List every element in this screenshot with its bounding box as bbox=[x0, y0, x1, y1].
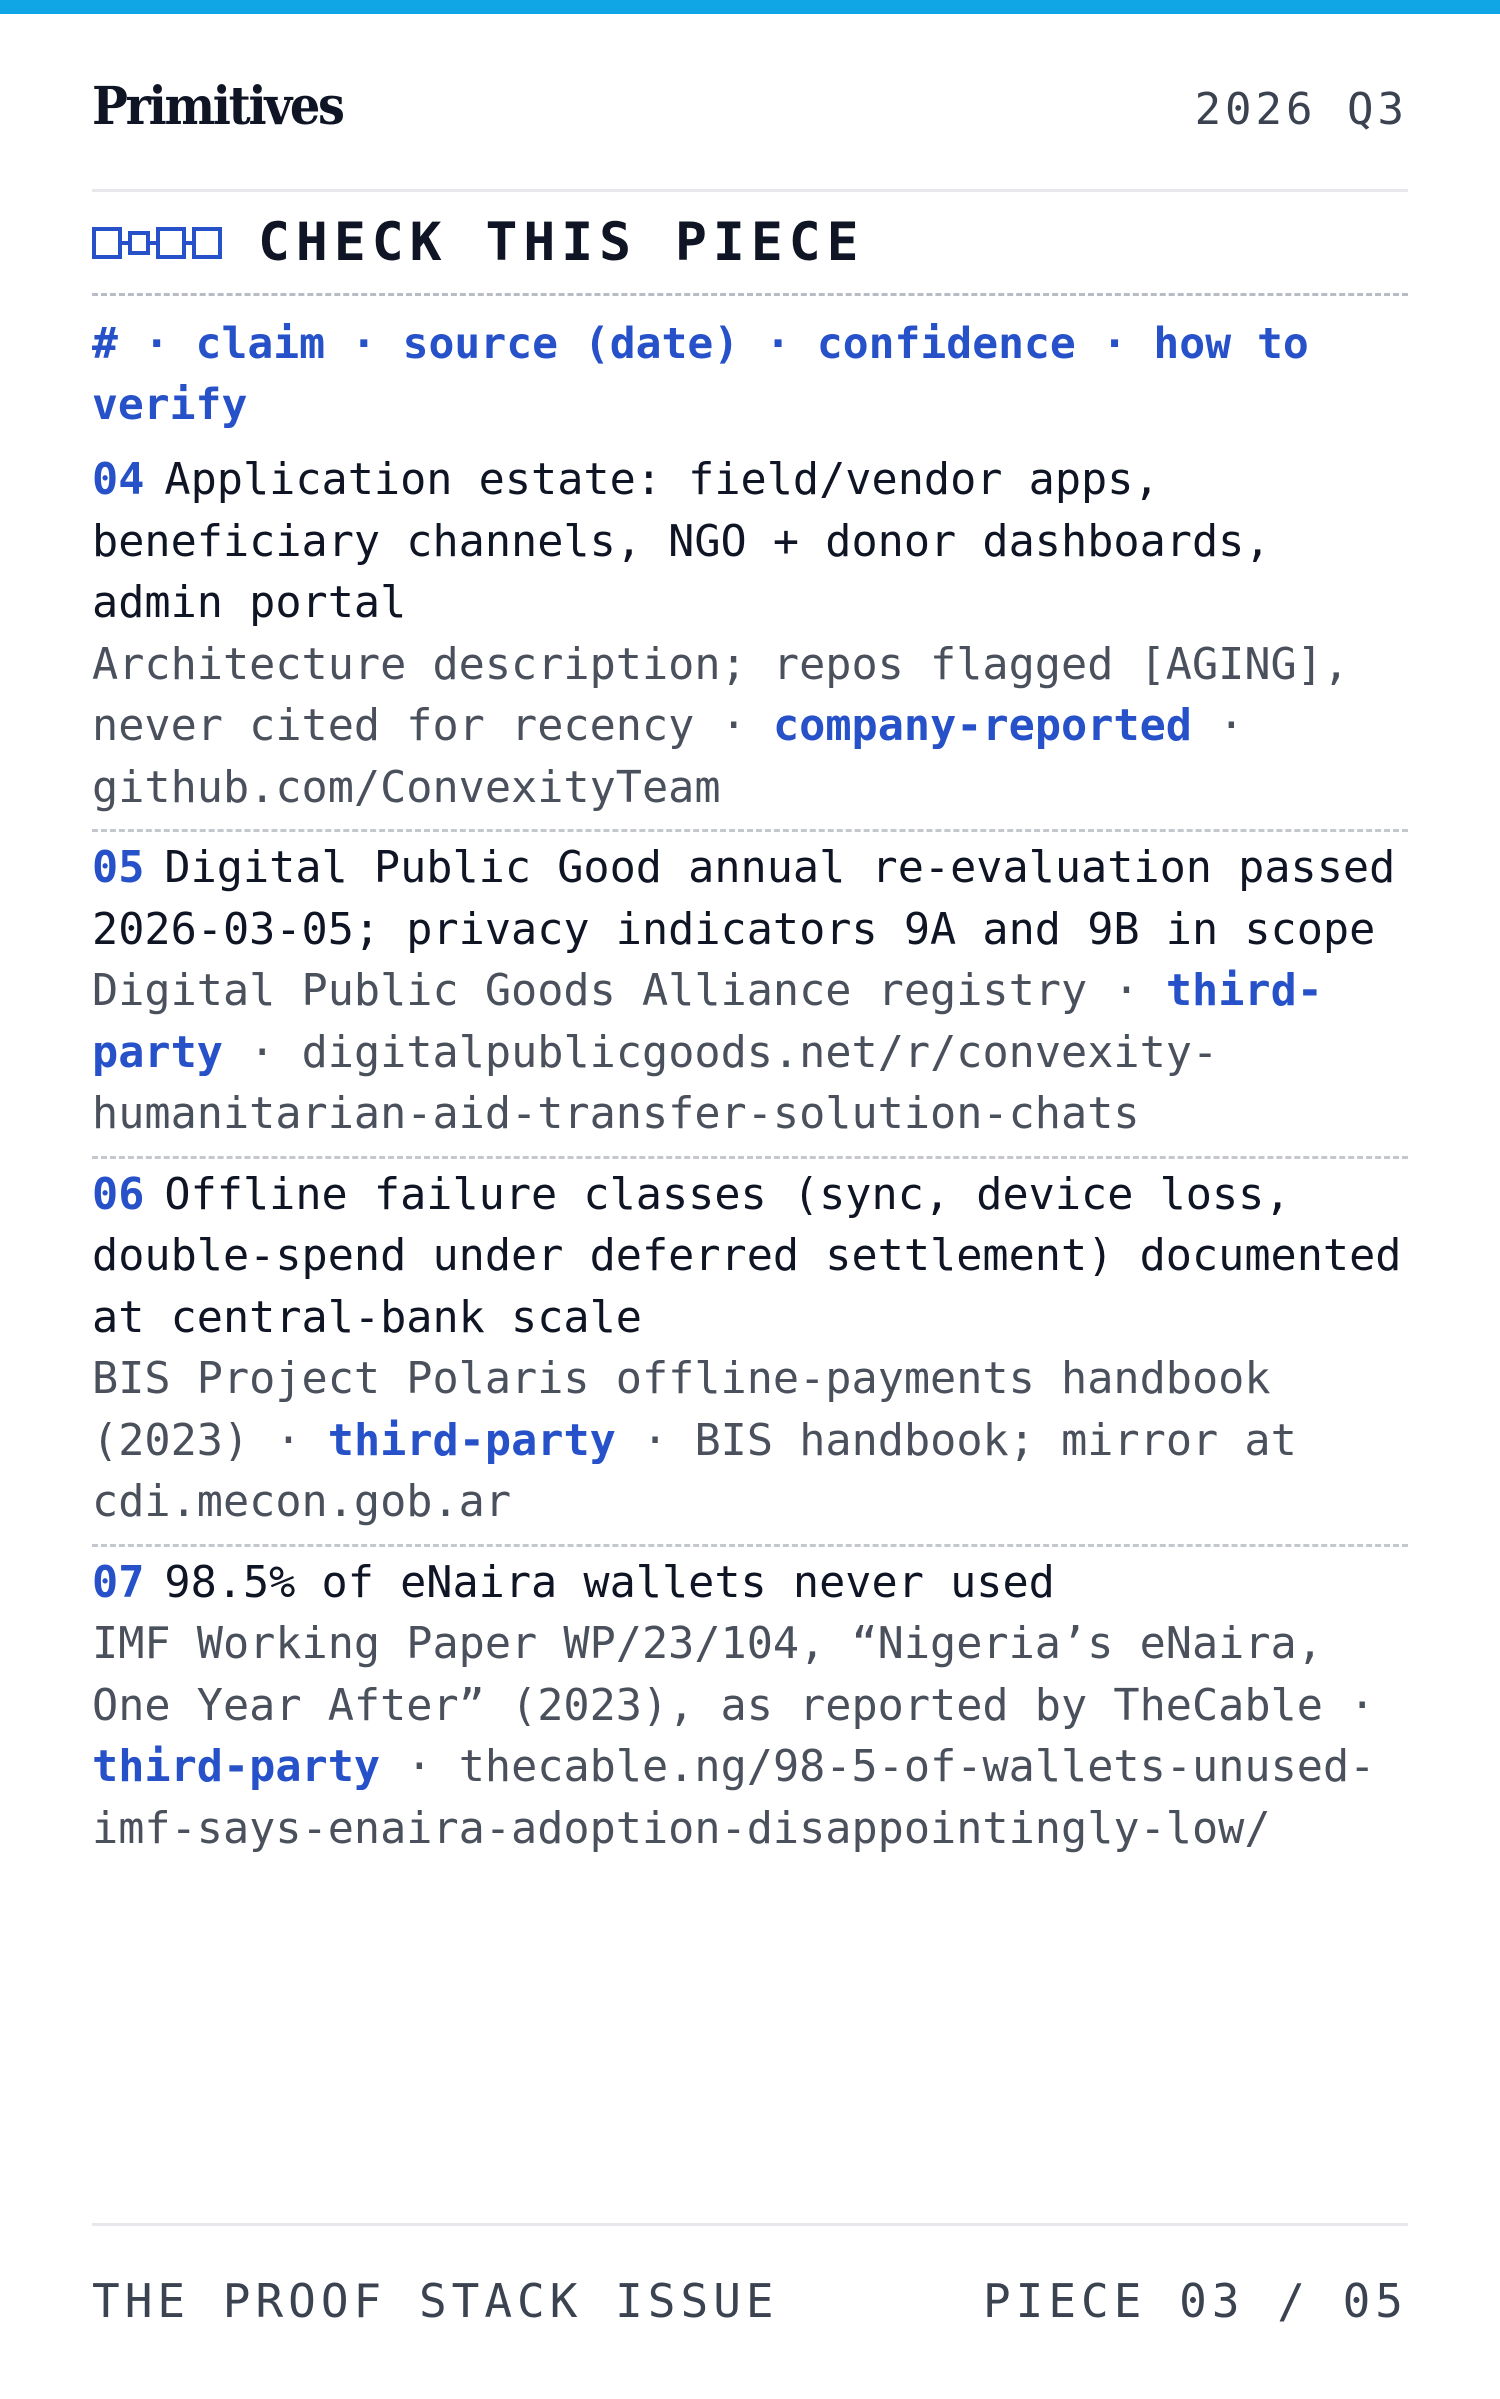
brand-logo: Primitives bbox=[92, 76, 343, 137]
section-header bbox=[92, 192, 1408, 296]
verify-reference: BIS handbook; mirror at cdi.mecon.gob.ar bbox=[92, 1415, 1297, 1527]
issue-period: 2026 Q3 bbox=[1194, 84, 1408, 135]
claim-source: IMF Working Paper WP/23/104, “Nigeria’s eNaira, One Year After” (2023), as reported by TheCable bbox=[92, 1619, 1323, 1731]
separator: · bbox=[1218, 701, 1245, 751]
verify-reference: github.com/ConvexityTeam bbox=[92, 762, 721, 813]
separator: · bbox=[642, 1415, 669, 1466]
column-legend: # · claim · source (date) · confidence · how to verify bbox=[92, 319, 1309, 430]
separator: · bbox=[406, 1742, 433, 1792]
claim-number: 04 bbox=[92, 455, 145, 505]
claim-text: 98.5% of eNaira wallets never used bbox=[164, 1557, 1055, 1608]
issue-name: THE PROOF STACK ISSUE bbox=[92, 2274, 779, 2328]
claim-entry bbox=[92, 832, 1408, 1159]
confidence-label: third-party bbox=[92, 1742, 381, 1792]
piece-counter: PIECE 03 / 05 bbox=[982, 2274, 1408, 2328]
page bbox=[92, 14, 1408, 1870]
separator: · bbox=[249, 1027, 276, 1078]
confidence-label: company-reported bbox=[772, 701, 1192, 751]
claim-text: Digital Public Good annual re-evaluation passed 2026-03-05; privacy indicators 9A and 9B in scope bbox=[92, 843, 1396, 955]
masthead bbox=[92, 14, 1408, 192]
claim-text: Offline failure classes (sync, device loss, double-spend under deferred settlement) documented at central-bank scale bbox=[92, 1169, 1402, 1343]
confidence-label: third-party bbox=[92, 966, 1323, 1078]
linked-boxes-icon bbox=[92, 223, 224, 263]
claim-number: 05 bbox=[92, 843, 145, 893]
accent-top-bar bbox=[0, 0, 1500, 14]
separator: · bbox=[1349, 1680, 1376, 1731]
confidence-label: third-party bbox=[327, 1415, 616, 1466]
claim-source: Digital Public Goods Alliance registry bbox=[92, 966, 1088, 1016]
verify-reference: thecable.ng/98-5-of-wallets-unused-imf-says-enaira-adoption-disappointingly-low/ bbox=[92, 1742, 1376, 1854]
claim-source: BIS Project Polaris offline-payments handbook (2023) bbox=[92, 1354, 1271, 1466]
claim-text: Application estate: field/vendor apps, beneficiary channels, NGO + donor dashboards, admin portal bbox=[92, 455, 1271, 628]
claim-entry bbox=[92, 444, 1408, 832]
separator: · bbox=[1113, 966, 1140, 1016]
claim-source: Architecture description; repos flagged [AGING], never cited for recency bbox=[92, 639, 1350, 751]
claim-number: 06 bbox=[92, 1169, 145, 1220]
separator: · bbox=[720, 701, 747, 751]
section-title: CHECK THIS PIECE bbox=[258, 212, 865, 273]
page-footer bbox=[92, 2223, 1408, 2399]
separator: · bbox=[275, 1415, 302, 1466]
verify-reference: digitalpublicgoods.net/r/convexity-humanitarian-aid-transfer-solution-chats bbox=[92, 1027, 1219, 1139]
claim-number: 07 bbox=[92, 1557, 145, 1608]
claims-list bbox=[92, 444, 1408, 1870]
claim-entry bbox=[92, 1547, 1408, 1871]
claim-entry bbox=[92, 1159, 1408, 1547]
